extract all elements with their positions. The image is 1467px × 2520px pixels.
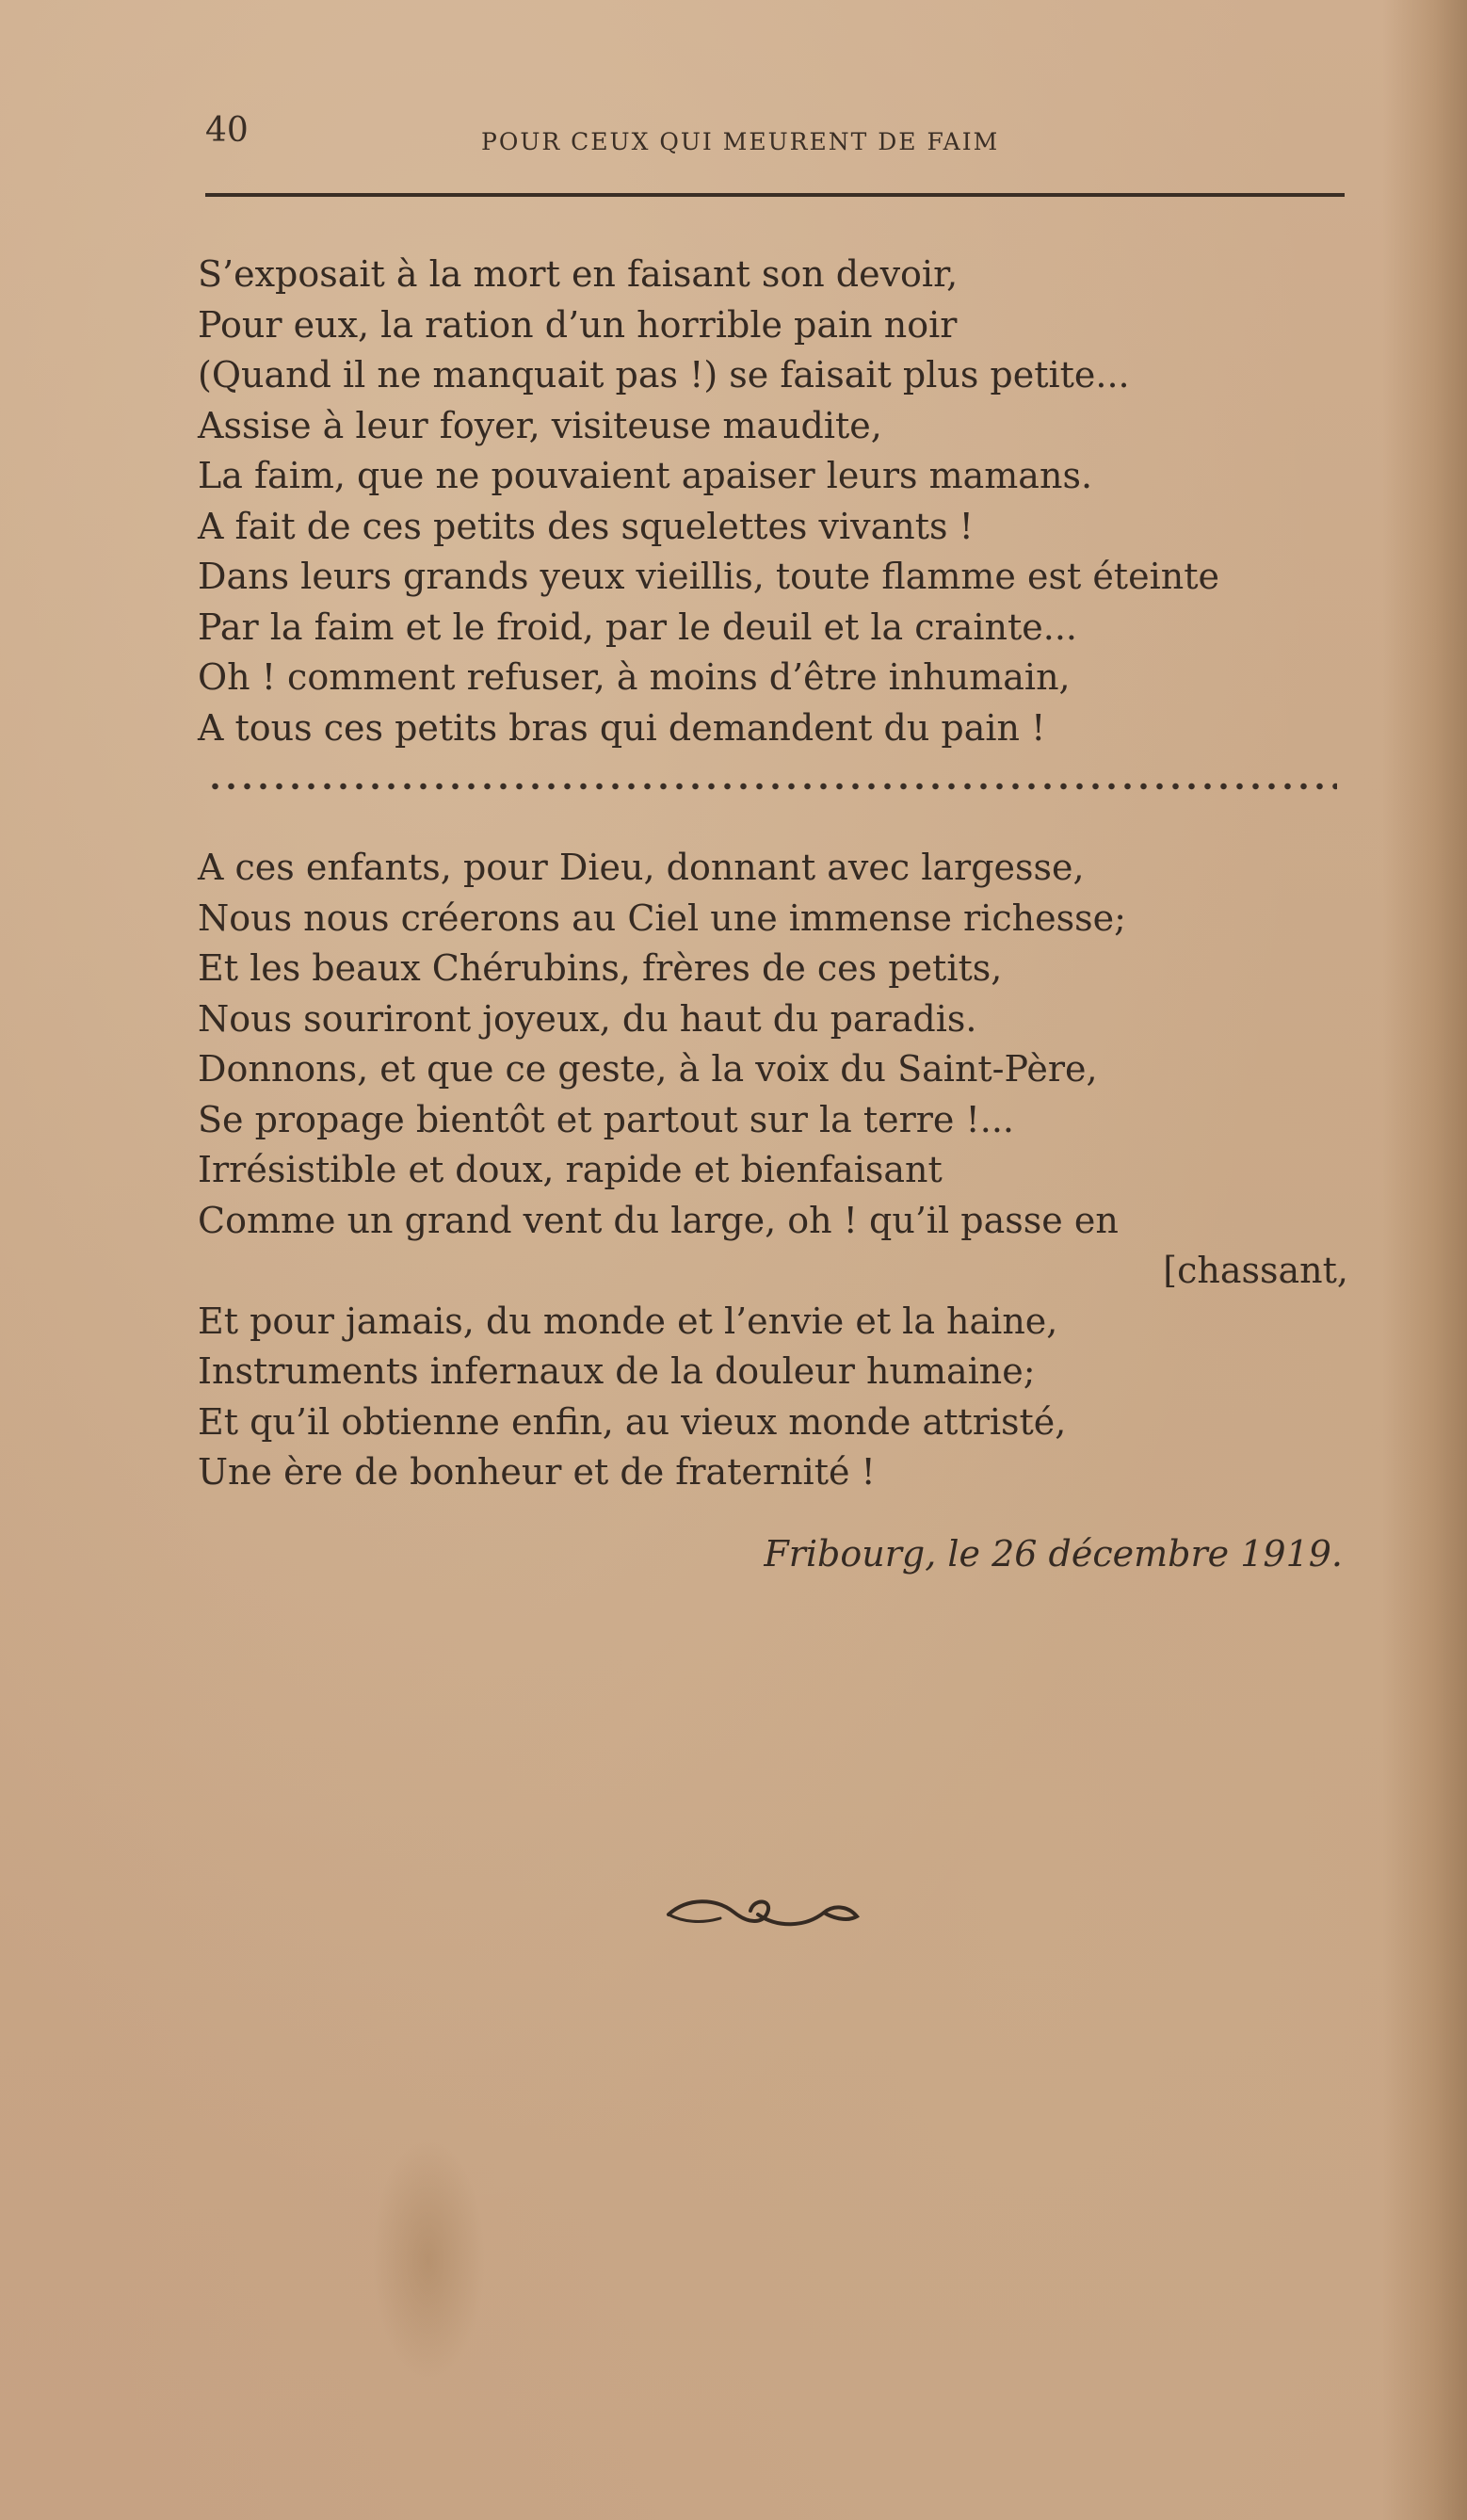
verse-line-continuation: [chassant,	[1163, 1250, 1348, 1291]
verse-line: A tous ces petits bras qui demandent du pain !	[198, 706, 1046, 749]
page-header	[205, 111, 1345, 158]
verse-line: A ces enfants, pour Dieu, donnant avec largesse,	[198, 847, 1085, 888]
verse-line: Et qu’il obtienne enfin, au vieux monde attristé,	[198, 1400, 1067, 1443]
verse-line: Et pour jamais, du monde et l’envie et la haine,	[198, 1300, 1058, 1342]
verse-line: Comme un grand vent du large, oh ! qu’il passe en	[198, 1199, 1119, 1241]
stanza-2	[198, 843, 1356, 1498]
verse-line: Instruments infernaux de la douleur humaine;	[198, 1350, 1036, 1392]
verse-line: Pour eux, la ration d’un horrible pain noir	[198, 303, 958, 346]
verse-line: Nous souriront joyeux, du haut du paradis.	[198, 997, 977, 1040]
verse-line: S’exposait à la mort en faisant son devoir,	[198, 253, 959, 295]
verse-line: Irrésistible et doux, rapide et bienfaisant	[198, 1149, 943, 1190]
fleuron-ornament-icon	[664, 1888, 862, 1935]
running-title: POUR CEUX QUI MEURENT DE FAIM	[481, 128, 1000, 155]
verse-line: Nous nous créerons au Ciel une immense richesse;	[198, 897, 1126, 939]
verse-line: Oh ! comment refuser, à moins d’être inhumain,	[198, 656, 1071, 698]
verse-line: (Quand il ne manquait pas !) se faisait plus petite...	[198, 354, 1130, 396]
paper-stain	[372, 2138, 485, 2383]
verse-line: Dans leurs grands yeux vieillis, toute flamme est éteinte	[198, 556, 1219, 597]
place-date-signature: Fribourg, le 26 décembre 1919.	[764, 1533, 1343, 1575]
verse-line: A fait de ces petits des squelettes vivants !	[198, 505, 974, 547]
verse-line: Une ère de bonheur et de fraternité !	[198, 1451, 876, 1493]
verse-line: Donnons, et que ce geste, à la voix du Saint-Père,	[198, 1048, 1098, 1090]
verse-line: La faim, que ne pouvaient apaiser leurs mamans.	[198, 455, 1093, 496]
page-number: 40	[205, 111, 249, 150]
verse-line: Et les beaux Chérubins, frères de ces petits,	[198, 947, 1003, 989]
verse-line: Par la faim et le froid, par le deuil et la crainte...	[198, 606, 1078, 648]
header-rule	[205, 193, 1345, 197]
page-edge-shadow	[1382, 0, 1467, 2520]
verse-line: Assise à leur foyer, visiteuse maudite,	[198, 404, 882, 446]
verse-line: Se propage bientôt et partout sur la terre !...	[198, 1098, 1015, 1140]
dotted-separator	[207, 777, 1337, 796]
stanza-1	[198, 250, 1356, 753]
